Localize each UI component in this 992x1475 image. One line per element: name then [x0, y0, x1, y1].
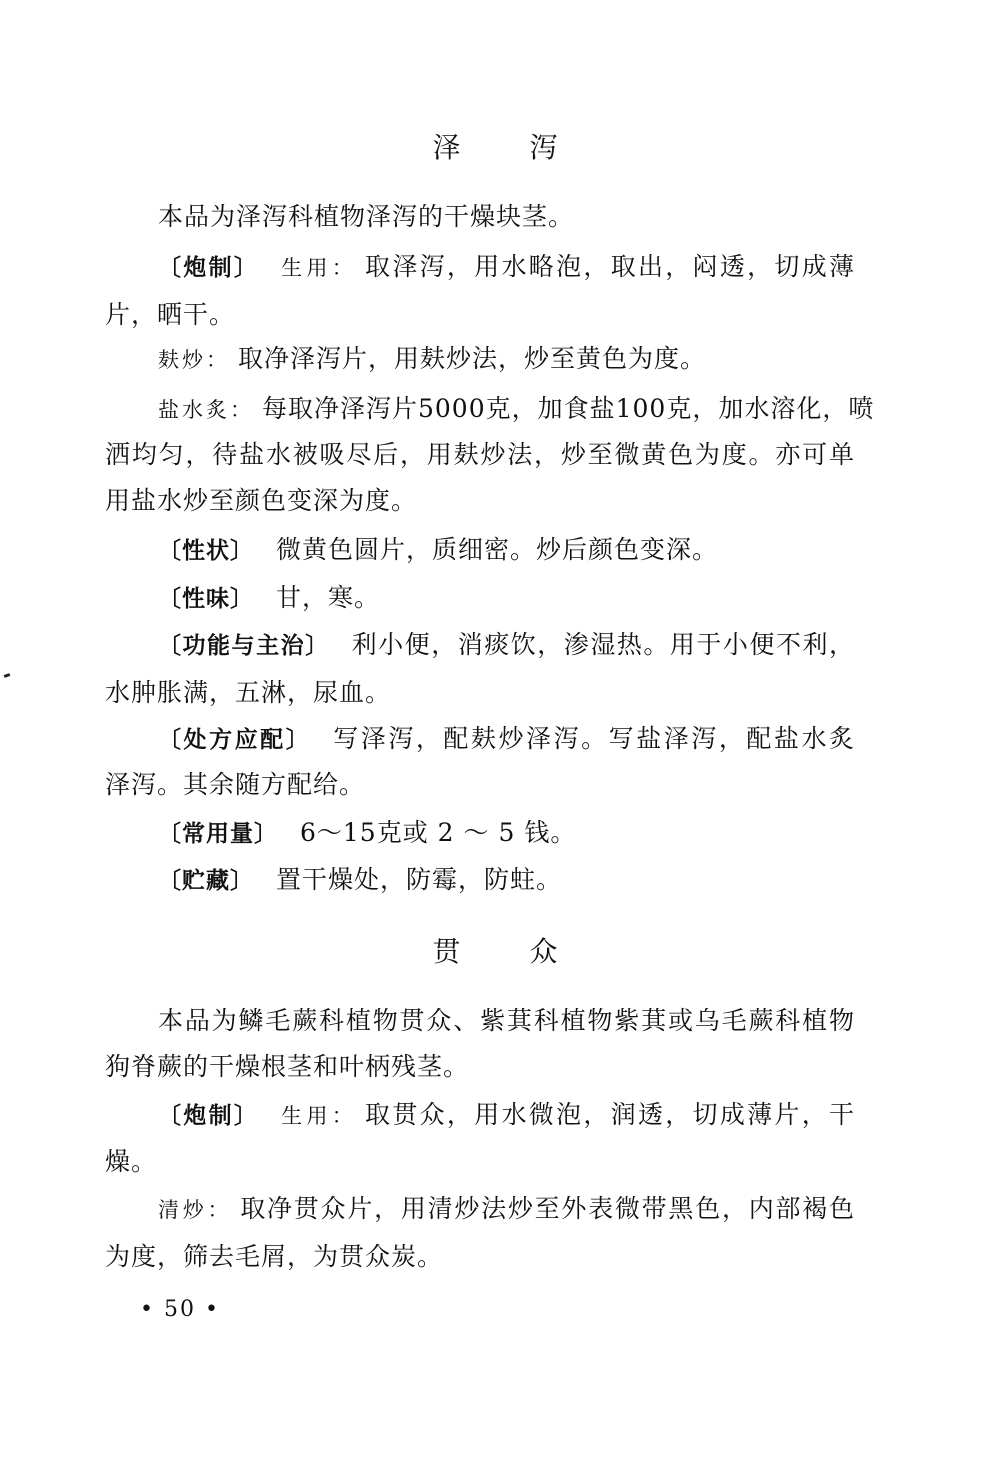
text-salt-l1: 每取净泽泻片5000克，加食盐100克，加水溶化，喷 — [262, 394, 875, 423]
properties-line — [158, 533, 855, 568]
page-number: • 50 • — [140, 1297, 220, 1322]
text-fry-l2: 为度，筛去毛屑，为贯众炭。 — [105, 1242, 444, 1271]
sublabel-raw: 生用： — [281, 256, 358, 280]
text-salt-l3: 用盐水炒至颜色变深为度。 — [105, 486, 418, 515]
label-prescription: 〔处方应配〕 — [158, 727, 312, 753]
scan-speck — [4, 673, 11, 678]
label-properties: 〔性状〕 — [158, 538, 254, 564]
text-salt-l2: 洒均匀，待盐水被吸尽后，用麸炒法，炒至微黄色为度。亦可单 — [105, 440, 855, 469]
text-bran: 取净泽泻片，用麸炒法，炒至黄色为度。 — [238, 344, 707, 373]
label-storage: 〔贮藏〕 — [158, 868, 254, 894]
text-function-l2: 水肿胀满，五淋，尿血。 — [105, 678, 392, 707]
label-function: 〔功能与主治〕 — [158, 633, 330, 659]
function-line1 — [158, 628, 855, 663]
dosage-line — [158, 816, 855, 851]
text-raw-l1: 取泽泻，用水略泡，取出，闷透，切成薄 — [365, 252, 855, 281]
processing-zexie-line1 — [158, 250, 855, 285]
text-dosage: 6～15克或 2 ～ 5 钱。 — [300, 818, 577, 847]
intro-guanzhong-l2: 狗脊蕨的干燥根茎和叶柄残茎。 — [105, 1052, 470, 1081]
bran-fry-line — [158, 342, 855, 377]
clear-fry-line1 — [158, 1192, 855, 1227]
text-prescription-l1: 写泽泻，配麸炒泽泻。写盐泽泻，配盐水炙 — [333, 724, 855, 753]
processing-guanzhong-line1 — [158, 1098, 855, 1133]
prescription-line1 — [158, 722, 855, 757]
text-taste: 甘，寒。 — [276, 583, 381, 612]
label-dosage: 〔常用量〕 — [158, 821, 278, 847]
text-prescription-l2: 泽泻。其余随方配给。 — [105, 770, 366, 799]
intro-guanzhong-l1: 本品为鳞毛蕨科植物贯众、紫萁科植物紫萁或乌毛蕨科植物 — [158, 1006, 855, 1035]
text-function-l1: 利小便，消痰饮，渗湿热。用于小便不利， — [351, 630, 855, 659]
text-raw2-l2: 燥。 — [105, 1147, 158, 1176]
label-processing: 〔炮制〕 — [158, 255, 260, 281]
text-raw2-l1: 取贯众，用水微泡，润透，切成薄片，干 — [365, 1100, 855, 1129]
label-taste: 〔性味〕 — [158, 586, 254, 612]
section-title-zexie: 泽 泻 — [432, 131, 560, 164]
sublabel-raw-2: 生用： — [281, 1104, 358, 1128]
storage-line — [158, 863, 855, 898]
sublabel-salt: 盐水炙： — [158, 398, 254, 422]
taste-line — [158, 581, 855, 616]
salt-line1 — [158, 392, 875, 427]
sublabel-bran: 麸炒： — [158, 348, 230, 372]
section-title-guanzhong: 贯 众 — [432, 935, 560, 968]
label-processing-2: 〔炮制〕 — [158, 1103, 260, 1129]
text-storage: 置干燥处，防霉，防蛀。 — [276, 865, 563, 894]
text-fry-l1: 取净贯众片，用清炒法炒至外表微带黑色，内部褐色 — [240, 1194, 855, 1223]
text-raw-l2: 片，晒干。 — [105, 300, 236, 329]
intro-zexie: 本品为泽泻科植物泽泻的干燥块茎。 — [158, 202, 575, 231]
sublabel-clear-fry: 清炒： — [158, 1198, 233, 1222]
text-properties: 微黄色圆片，质细密。炒后颜色变深。 — [276, 535, 719, 564]
